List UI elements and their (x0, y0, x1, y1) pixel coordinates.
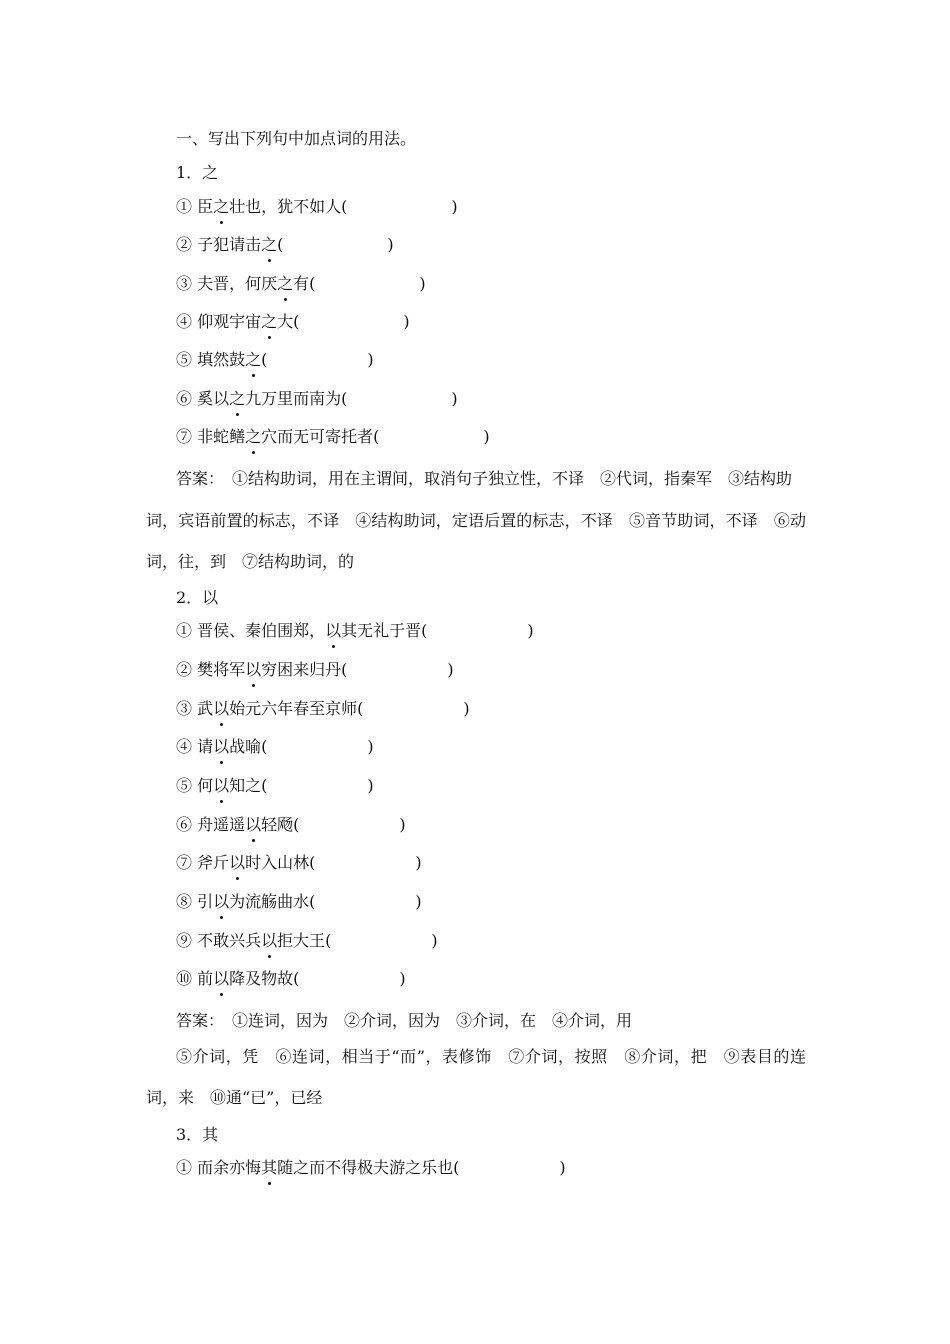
paren-close: ) (367, 737, 374, 756)
paren-close: ) (451, 389, 458, 408)
answer-text: 词，宾语前置的标志，不译 ④结构助词，定语后置的标志，不译 ⑤音节助词，不译 ⑥动 (146, 511, 806, 530)
dotted-word: 以 (245, 660, 262, 679)
item-text: 穴而无可寄托者( (261, 427, 380, 446)
paren-close: ) (451, 197, 458, 216)
item-number: ④ (176, 312, 193, 331)
item-number: ⑩ (176, 969, 193, 988)
item-text: 何 (197, 776, 214, 795)
question-item (176, 1157, 566, 1179)
question-item (176, 891, 422, 913)
dotted-word: 以 (245, 815, 262, 834)
paren-close: ) (415, 853, 422, 872)
dotted-word: 以 (213, 737, 230, 756)
dotted-word: 之 (277, 274, 294, 293)
section-title: 1．之 (176, 163, 219, 182)
paren-close: ) (399, 815, 406, 834)
item-text: 降及物故( (229, 969, 300, 988)
paren-close: ) (403, 312, 410, 331)
dotted-word: 以 (213, 699, 230, 718)
dotted-word: 之 (245, 350, 262, 369)
item-text: 晋侯、秦伯围郑， (197, 621, 326, 640)
dotted-word: 以 (213, 892, 230, 911)
item-text: 不敢兴兵 (197, 931, 262, 950)
question-item (176, 311, 410, 333)
question-item (176, 388, 458, 410)
dotted-word: 之 (261, 312, 278, 331)
item-number: ⑦ (176, 427, 193, 446)
item-number: ① (176, 197, 193, 216)
answer-text: 词，往，到 ⑦结构助词，的 (146, 552, 355, 571)
question-item (176, 968, 406, 990)
item-text: 夫晋，何厌 (197, 274, 278, 293)
item-text: 拒大王( (277, 931, 332, 950)
item-text: 大( (277, 312, 300, 331)
paren-close: ) (367, 350, 374, 369)
section-title: 3．其 (176, 1125, 219, 1144)
item-text: 前 (197, 969, 214, 988)
item-text: 非蛇鳝 (197, 427, 246, 446)
item-text: 九万里而南为( (245, 389, 348, 408)
item-text: 奚以 (197, 389, 230, 408)
item-text: 战喻( (229, 737, 268, 756)
question-item (176, 620, 534, 642)
item-text: 引 (197, 892, 214, 911)
dotted-word: 其 (261, 1158, 278, 1177)
item-number: ③ (176, 274, 193, 293)
question-item (176, 775, 374, 797)
dotted-word: 之 (229, 389, 246, 408)
paren-close: ) (527, 621, 534, 640)
dotted-word: 之 (213, 197, 230, 216)
item-text: 请 (197, 737, 214, 756)
item-text: 而余亦悔 (197, 1158, 262, 1177)
item-text: 知之( (229, 776, 268, 795)
answer-text: 词，来 ⑩通“已”，已经 (146, 1088, 323, 1107)
item-text: 填然鼓 (197, 350, 246, 369)
item-text: 子犯请击 (197, 235, 262, 254)
paren-close: ) (447, 660, 454, 679)
item-text: 仰观宇宙 (197, 312, 262, 331)
item-text: ( (277, 235, 284, 254)
item-number: ⑥ (176, 815, 193, 834)
item-number: ⑥ (176, 389, 193, 408)
question-item (176, 852, 422, 874)
item-number: ① (176, 1158, 193, 1177)
item-text: 时入山林( (245, 853, 316, 872)
item-number: ⑤ (176, 350, 193, 369)
item-text: 樊将军 (197, 660, 246, 679)
dotted-word: 以 (213, 776, 230, 795)
item-text: 斧斤 (197, 853, 230, 872)
heading: 一、写出下列句中加点词的用法。 (176, 129, 417, 148)
dotted-word: 以 (261, 931, 278, 950)
question-item (176, 698, 470, 720)
paren-close: ) (431, 931, 438, 950)
section-title: 2．以 (176, 588, 219, 607)
dotted-word: 之 (245, 427, 262, 446)
answer-text: ⑤介词，凭 ⑥连词，相当于“而”，表修饰 ⑦介词，按照 ⑧介词，把 ⑨表目的连 (176, 1047, 806, 1066)
question-item (176, 930, 438, 952)
paren-close: ) (399, 969, 406, 988)
paren-close: ) (483, 427, 490, 446)
answer-text: 答案： ①结构助词，用在主谓间，取消句子独立性，不译 ②代词，指秦军 ③结构助 (176, 469, 793, 488)
item-number: ④ (176, 737, 193, 756)
question-item (176, 196, 458, 218)
paren-close: ) (367, 776, 374, 795)
item-text: 为流觞曲水( (229, 892, 316, 911)
question-item (176, 659, 454, 681)
item-number: ⑧ (176, 892, 193, 911)
paren-close: ) (419, 274, 426, 293)
item-text: 有( (293, 274, 316, 293)
paren-close: ) (387, 235, 394, 254)
item-text: 其无礼于晋( (341, 621, 428, 640)
item-text: 臣 (197, 197, 214, 216)
question-item (176, 814, 406, 836)
item-number: ① (176, 621, 193, 640)
item-number: ② (176, 235, 193, 254)
question-item (176, 234, 394, 256)
paren-close: ) (559, 1158, 566, 1177)
question-item (176, 736, 374, 758)
item-number: ⑤ (176, 776, 193, 795)
item-text: 舟遥遥 (197, 815, 246, 834)
answer-text: 答案： ①连词，因为 ②介词，因为 ③介词，在 ④介词，用 (176, 1011, 633, 1030)
question-item (176, 349, 374, 371)
item-number: ② (176, 660, 193, 679)
paren-close: ) (415, 892, 422, 911)
item-text: 始元六年春至京师( (229, 699, 364, 718)
item-text: 武 (197, 699, 214, 718)
item-text: 轻飏( (261, 815, 300, 834)
question-item (176, 273, 426, 295)
item-text: 壮也，犹不如人( (229, 197, 348, 216)
dotted-word: 以 (229, 853, 246, 872)
item-number: ⑦ (176, 853, 193, 872)
item-number: ③ (176, 699, 193, 718)
item-text: ( (261, 350, 268, 369)
item-number: ⑨ (176, 931, 193, 950)
paren-close: ) (463, 699, 470, 718)
dotted-word: 以 (213, 969, 230, 988)
dotted-word: 以 (325, 621, 342, 640)
dotted-word: 之 (261, 235, 278, 254)
item-text: 随之而不得极夫游之乐也( (277, 1158, 460, 1177)
item-text: 穷困来归丹( (261, 660, 348, 679)
question-item (176, 426, 490, 448)
